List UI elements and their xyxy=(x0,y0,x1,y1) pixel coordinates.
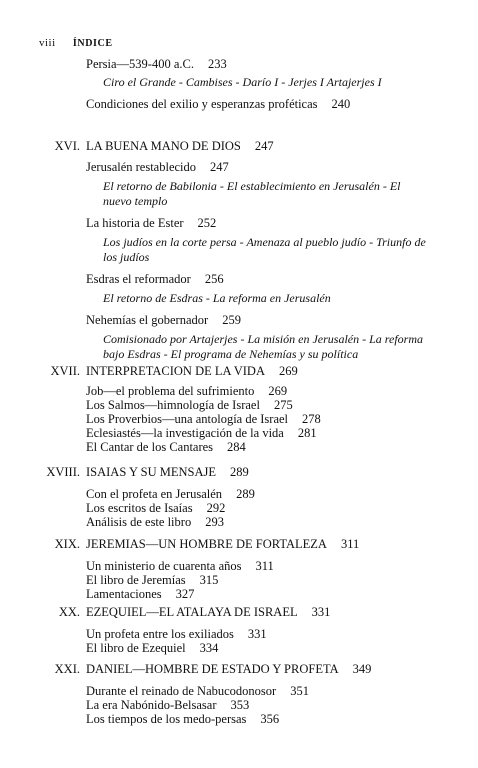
entry-title: Eclesiastés—la investigación de la vida xyxy=(86,426,284,440)
toc-entry[interactable] xyxy=(86,412,478,426)
entry-page: 281 xyxy=(297,426,317,440)
toc-entry[interactable] xyxy=(86,573,478,587)
chapter-number: XVII. xyxy=(50,364,80,378)
running-head: ÍNDICE xyxy=(72,38,113,49)
entry-page: 353 xyxy=(230,698,250,712)
entry-title: Un profeta entre los exiliados xyxy=(86,627,234,641)
chapter-number: XX. xyxy=(58,605,80,619)
entry-page: 356 xyxy=(260,712,280,726)
entry-subtopics: Ciro el Grande - Cambises - Darío I - Jerjes I Artajerjes I xyxy=(103,75,382,89)
toc-entry[interactable] xyxy=(86,426,478,440)
entry-title: Nehemías el gobernador xyxy=(86,313,209,327)
chapter-page: 247 xyxy=(254,139,274,153)
entry-title: Lamentaciones xyxy=(86,587,162,601)
entry-subtopics: Comisionado por Artajerjes - La misión en Jerusalén - La reforma bajo Esdras - El programa de Nehemías y su política xyxy=(103,332,423,361)
entry-subtopics: El retorno de Esdras - La reforma en Jerusalén xyxy=(103,291,331,305)
entry-page: 233 xyxy=(207,57,227,71)
chapter-heading[interactable] xyxy=(0,139,478,157)
toc-entry[interactable] xyxy=(86,312,478,328)
page-number: viii xyxy=(39,37,56,49)
entry-page: 252 xyxy=(197,216,217,230)
entry-page: 292 xyxy=(206,501,226,515)
chapter-heading[interactable] xyxy=(0,537,478,555)
chapter-number: XIX. xyxy=(54,537,80,551)
toc-entry[interactable] xyxy=(86,159,478,175)
entry-page: 240 xyxy=(331,97,351,111)
entry-title: El libro de Ezequiel xyxy=(86,641,186,655)
toc-entry[interactable] xyxy=(86,587,478,601)
entry-page: 278 xyxy=(302,412,321,426)
entry-page: 284 xyxy=(227,440,246,454)
chapter-number: XVI. xyxy=(54,139,80,153)
entry-page: 351 xyxy=(290,684,309,698)
entry-title: Job—el problema del sufrimiento xyxy=(86,384,255,398)
toc-entry[interactable] xyxy=(86,215,478,231)
toc-entry[interactable] xyxy=(86,684,478,698)
toc-entry[interactable] xyxy=(86,440,478,454)
entry-subtopics: El retorno de Babilonia - El establecimiento en Jerusalén - El nuevo templo xyxy=(103,179,401,208)
entry-title: Esdras el reformador xyxy=(86,272,191,286)
toc-entry[interactable] xyxy=(86,398,478,412)
chapter-xviii xyxy=(0,465,478,529)
entry-title: Un ministerio de cuarenta años xyxy=(86,559,242,573)
chapter-xxi xyxy=(0,662,478,726)
entry-title: Análisis de este libro xyxy=(86,515,192,529)
entry-title: Durante el reinado de Nabucodonosor xyxy=(86,684,277,698)
toc-entry[interactable] xyxy=(86,96,478,112)
toc-entry[interactable] xyxy=(86,487,478,501)
chapter-page: 311 xyxy=(340,537,360,551)
chapter-heading[interactable] xyxy=(0,465,478,483)
entry-page: 331 xyxy=(247,627,267,641)
entry-page: 247 xyxy=(210,160,229,174)
chapter-title: LA BUENA MANO DE DIOS xyxy=(86,139,241,153)
chapter-title: EZEQUIEL—EL ATALAYA DE ISRAEL xyxy=(86,605,298,619)
toc-entry[interactable] xyxy=(86,271,478,287)
entry-title: El libro de Jeremías xyxy=(86,573,186,587)
toc-entry[interactable] xyxy=(86,712,478,726)
entry-title: Los Salmos—himnología de Israel xyxy=(86,398,260,412)
toc-entry[interactable] xyxy=(86,698,478,712)
toc-entry[interactable] xyxy=(86,384,478,398)
chapter-heading[interactable] xyxy=(0,605,478,623)
chapter-title: DANIEL—HOMBRE DE ESTADO Y PROFETA xyxy=(86,662,339,676)
chapter-xvi xyxy=(0,139,478,362)
entry-page: 293 xyxy=(205,515,224,529)
entry-page: 275 xyxy=(273,398,293,412)
entry-title: La era Nabónido-Belsasar xyxy=(86,698,217,712)
entry-title: Persia—539-400 a.C. xyxy=(86,57,194,71)
chapter-number: XXI. xyxy=(54,662,80,676)
toc-entry[interactable] xyxy=(86,627,478,641)
toc-entry[interactable] xyxy=(86,501,478,515)
chapter-page: 269 xyxy=(278,364,298,378)
page-header xyxy=(39,37,113,49)
entry-title: Con el profeta en Jerusalén xyxy=(86,487,223,501)
entry-page: 269 xyxy=(268,384,288,398)
entry-title: La historia de Ester xyxy=(86,216,184,230)
toc-entry[interactable] xyxy=(86,641,478,655)
chapter-page: 289 xyxy=(230,465,249,479)
toc-entry[interactable] xyxy=(86,56,478,72)
chapter-xx xyxy=(0,605,478,655)
entry-title: Los Proverbios—una antología de Israel xyxy=(86,412,289,426)
entry-subtopics: Los judíos en la corte persa - Amenaza al pueblo judío - Triunfo de los judíos xyxy=(103,235,426,264)
intro-section xyxy=(0,56,478,112)
entry-page: 256 xyxy=(204,272,224,286)
chapter-heading[interactable] xyxy=(0,662,478,680)
entry-page: 315 xyxy=(199,573,219,587)
entry-page: 311 xyxy=(255,559,274,573)
entry-title: El Cantar de los Cantares xyxy=(86,440,214,454)
chapter-page: 331 xyxy=(311,605,331,619)
entry-page: 334 xyxy=(199,641,219,655)
chapter-title: INTERPRETACION DE LA VIDA xyxy=(86,364,265,378)
entry-page: 259 xyxy=(222,313,241,327)
toc-entry[interactable] xyxy=(86,515,478,529)
entry-page: 327 xyxy=(175,587,195,601)
toc-entry[interactable] xyxy=(86,559,478,573)
chapter-xvii xyxy=(0,364,478,454)
entry-title: Condiciones del exilio y esperanzas proféticas xyxy=(86,97,318,111)
entry-page: 289 xyxy=(236,487,255,501)
chapter-number: XVIII. xyxy=(46,465,80,479)
entry-title: Los tiempos de los medo-persas xyxy=(86,712,247,726)
chapter-title: JEREMIAS—UN HOMBRE DE FORTALEZA xyxy=(86,537,327,551)
entry-title: Los escritos de Isaías xyxy=(86,501,193,515)
chapter-title: ISAIAS Y SU MENSAJE xyxy=(86,465,216,479)
entry-title: Jerusalén restablecido xyxy=(86,160,197,174)
chapter-page: 349 xyxy=(352,662,372,676)
chapter-heading[interactable] xyxy=(0,364,478,382)
chapter-xix xyxy=(0,537,478,601)
